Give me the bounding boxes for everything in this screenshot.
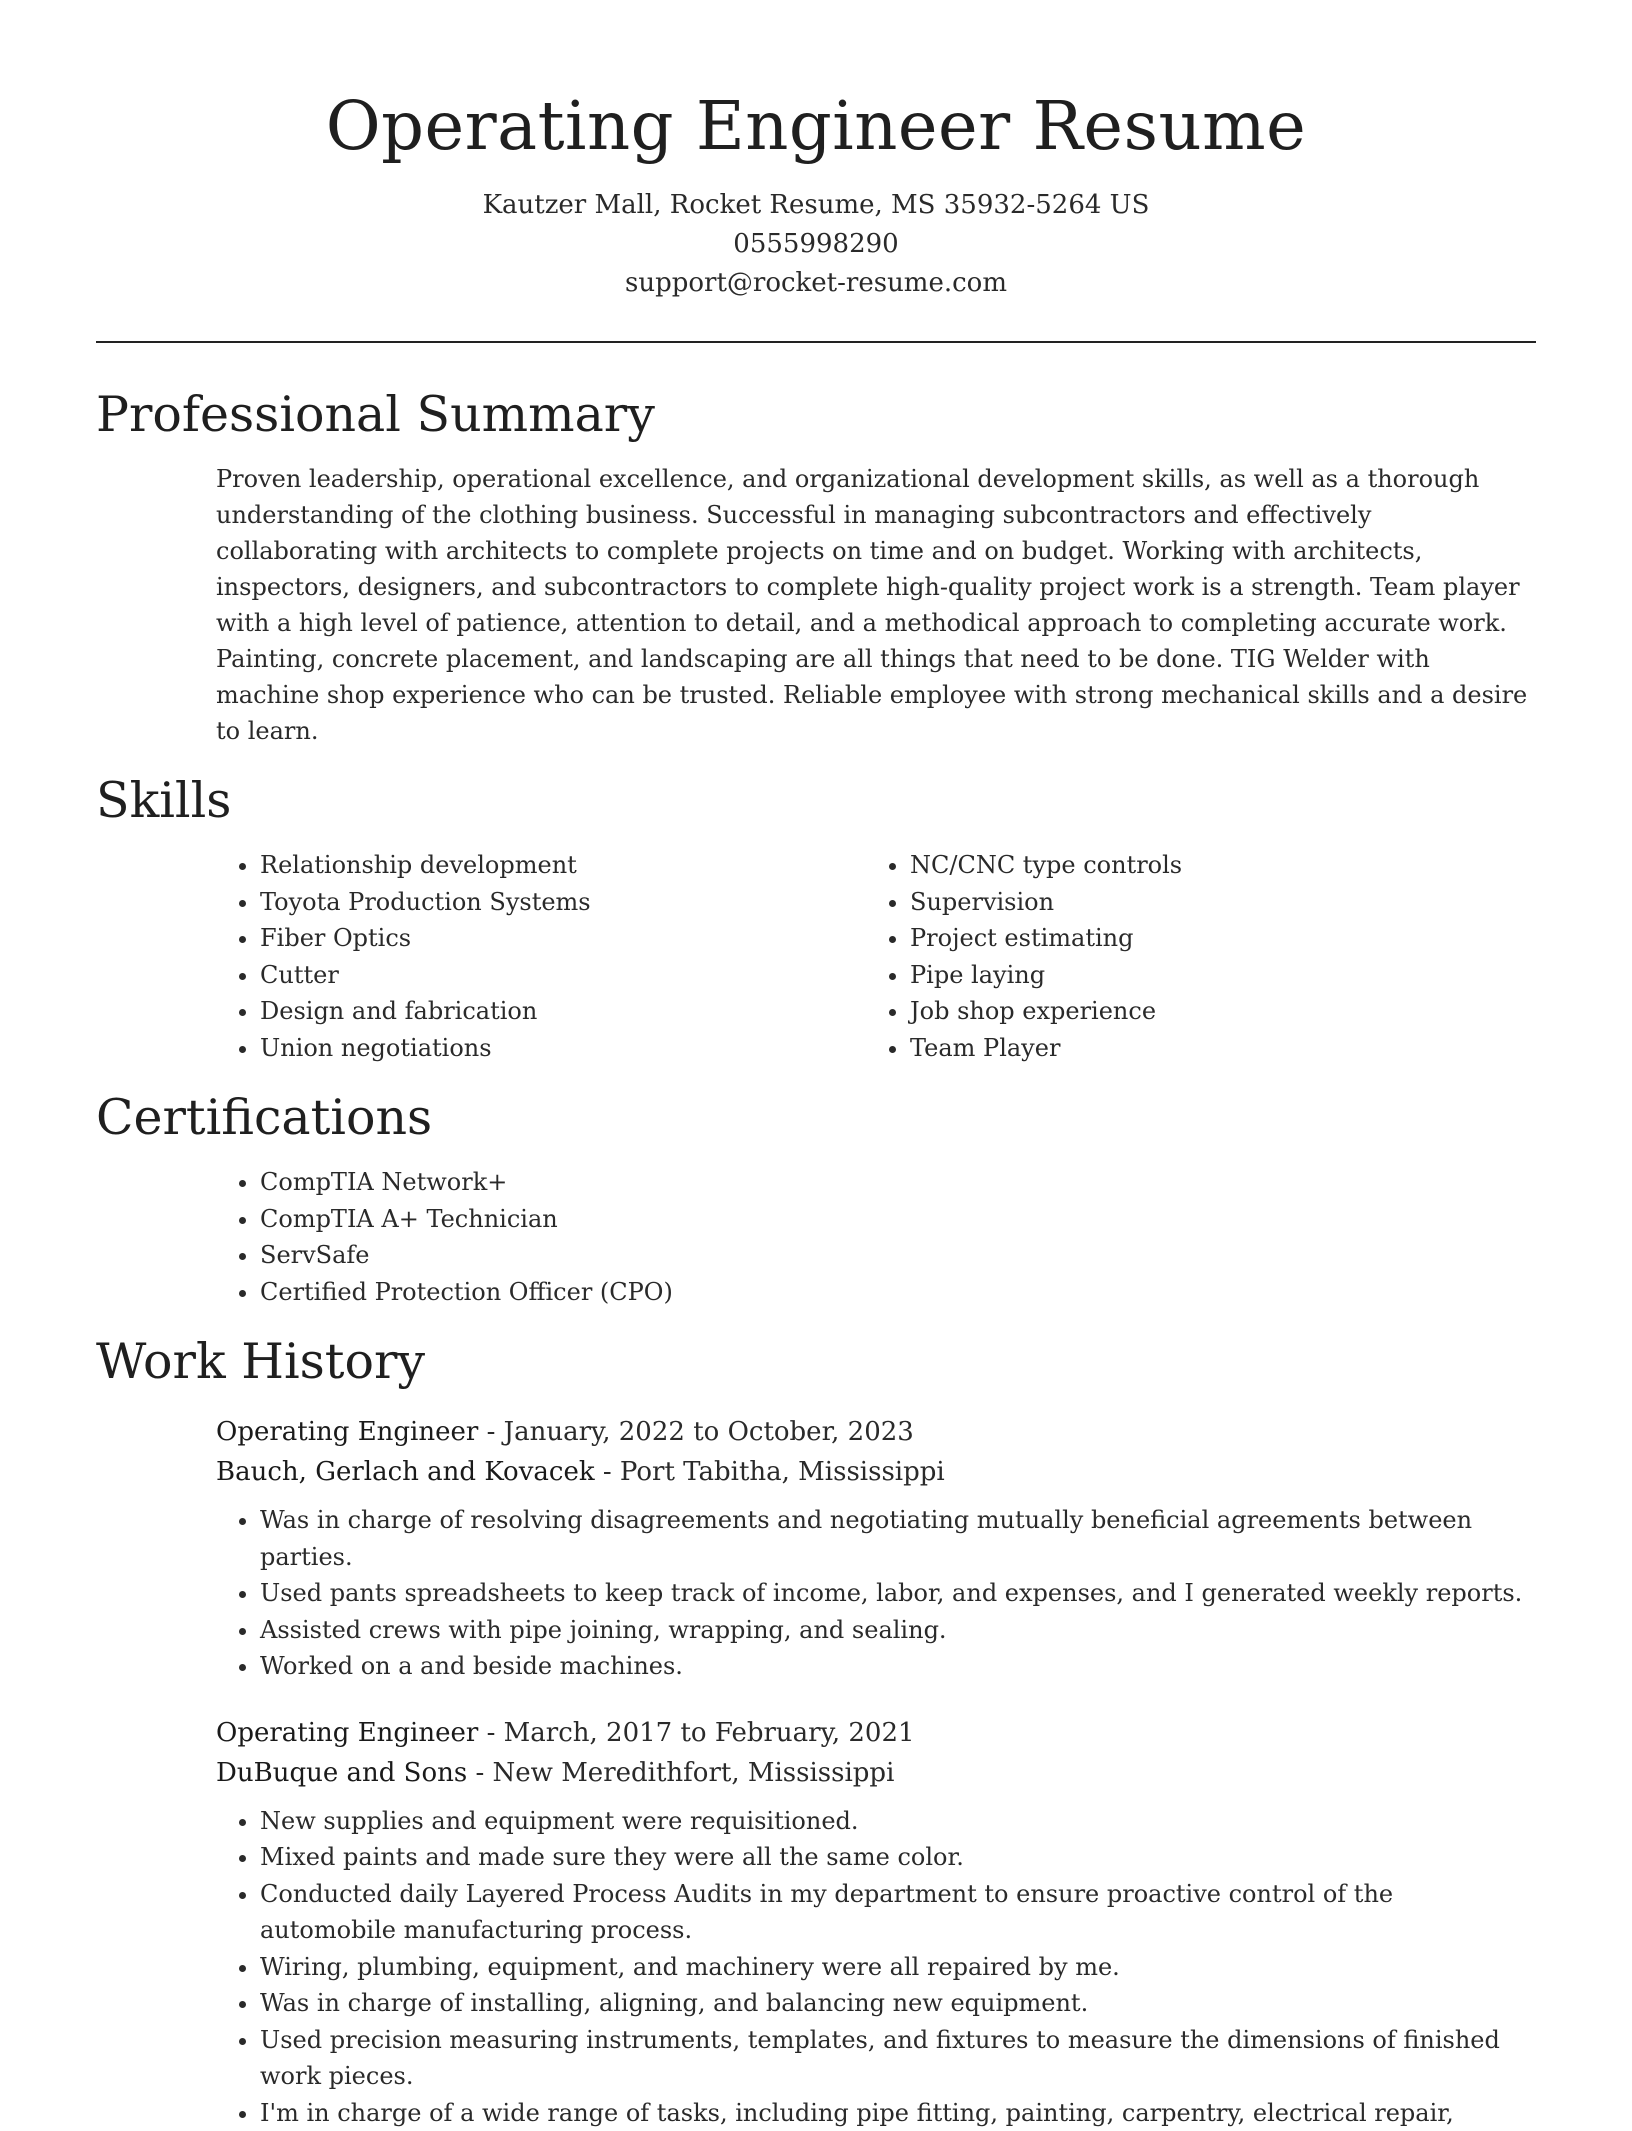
job-duties-wrap [216,1803,1536,2131]
job-title-line [216,1412,1536,1452]
job-location: New Meredithfort, Mississippi [493,1758,895,1788]
skills-section [96,769,1536,1066]
certifications-heading: Certifications [96,1086,1536,1150]
job-dates: March, 2017 to February, 2021 [504,1718,915,1748]
skills-heading: Skills [96,769,1536,833]
skills-list-left [216,847,866,1066]
job-duty-item: • Used pants spreadsheets to keep track of income, labor, and expenses, and I generated weekly reports. [260,1575,1536,1612]
job-duties-list [216,1502,1536,1685]
job-company-line [216,1753,1536,1793]
skill-item: • Toyota Production Systems [260,884,866,921]
skill-item: • Team Player [910,1030,1516,1067]
certifications-list-wrap [216,1164,1536,1310]
job-duty-item: • Worked on a and beside machines. [260,1648,1536,1685]
skill-item: • Design and fabrication [260,993,866,1030]
skill-item: • Fiber Optics [260,920,866,957]
job-duty-item: • Was in charge of installing, aligning, and balancing new equipment. [260,1985,1536,2022]
job-role: Operating Engineer [216,1417,478,1447]
contact-phone: 0555998290 [0,225,1632,264]
job-duties-wrap [216,1502,1536,1685]
job-duty-item: • Wiring, plumbing, equipment, and machinery were all repaired by me. [260,1949,1536,1986]
work-history-section [96,1330,1536,2131]
resume-header [0,0,1632,303]
certification-item: • CompTIA Network+ [260,1164,1536,1201]
skill-item: • Union negotiations [260,1030,866,1067]
job-role: Operating Engineer [216,1718,478,1748]
job-company: Bauch, Gerlach and Kovacek [216,1457,595,1487]
skills-column-left [216,847,866,1066]
certifications-list [216,1164,1536,1310]
job-separator: - [478,1718,503,1748]
skills-columns [216,847,1536,1066]
skill-item: • Pipe laying [910,957,1516,994]
job-duties-list [216,1803,1536,2131]
resume-title: Operating Engineer Resume [0,82,1632,170]
job-duty-item: • Assisted crews with pipe joining, wrapping, and sealing. [260,1612,1536,1649]
contact-address: Kautzer Mall, Rocket Resume, MS 35932-5264 US [0,186,1632,225]
skill-item: • Job shop experience [910,993,1516,1030]
job-company-line [216,1452,1536,1492]
certifications-section [96,1086,1536,1310]
skill-item: • Cutter [260,957,866,994]
summary-heading: Professional Summary [96,383,1536,447]
work-history-heading: Work History [96,1330,1536,1394]
job-separator: - [478,1417,503,1447]
skills-column-right [866,847,1516,1066]
job-separator: - [467,1758,492,1788]
summary-section [96,383,1536,749]
job-entry [216,1412,1536,1685]
job-dates: January, 2022 to October, 2023 [504,1417,914,1447]
contact-info [0,186,1632,303]
skills-list-right [866,847,1516,1066]
certification-item: • ServSafe [260,1237,1536,1274]
certification-item: • Certified Protection Officer (CPO) [260,1274,1536,1311]
job-duty-item: • Mixed paints and made sure they were all the same color. [260,1839,1536,1876]
job-duty-item: • Used precision measuring instruments, templates, and fixtures to measure the dimensions of finished work pieces. [260,2022,1536,2095]
job-duty-item: • I'm in charge of a wide range of tasks, including pipe fitting, painting, carpentry, electrical repair, [260,2095,1536,2131]
job-duty-item: • New supplies and equipment were requisitioned. [260,1803,1536,1840]
job-entry [216,1713,1536,2131]
certification-item: • CompTIA A+ Technician [260,1201,1536,1238]
job-title-line [216,1713,1536,1753]
header-divider [96,341,1536,343]
contact-email: support@rocket-resume.com [0,264,1632,303]
summary-text: Proven leadership, operational excellence, and organizational development skills, as well as a thorough understanding of the clothing business. Successful in managing subcontractors and effectively collaborating with architects to complete projects on time and on budget. Working with architects, inspectors, designers, and subcontractors to complete high-quality project work is a strength. Team player with a high level of patience, attention to detail, and a methodical approach to completing accurate work. Painting, concrete placement, and landscaping are all things that need to be done. TIG Welder with machine shop experience who can be trusted. Reliable employee with strong mechanical skills and a desire to learn. [216,461,1536,749]
job-company: DuBuque and Sons [216,1758,467,1788]
job-separator: - [595,1457,620,1487]
job-duty-item: • Conducted daily Layered Process Audits in my department to ensure proactive control of the automobile manufacturing process. [260,1876,1536,1949]
skill-item: • Project estimating [910,920,1516,957]
skill-item: • Supervision [910,884,1516,921]
job-location: Port Tabitha, Mississippi [620,1457,945,1487]
skill-item: • NC/CNC type controls [910,847,1516,884]
job-duty-item: • Was in charge of resolving disagreements and negotiating mutually beneficial agreements between parties. [260,1502,1536,1575]
skill-item: • Relationship development [260,847,866,884]
